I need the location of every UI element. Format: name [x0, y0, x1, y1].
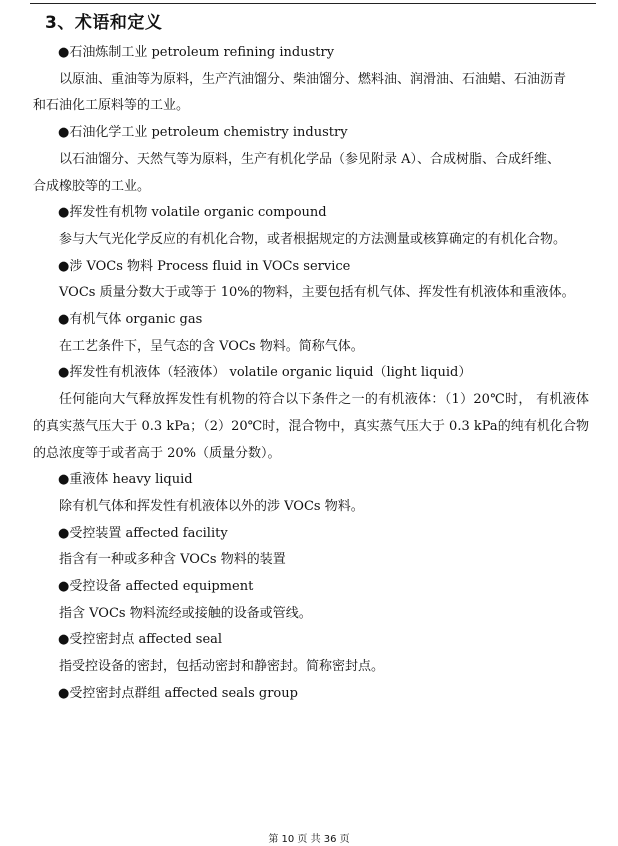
definitions-body [33, 40, 589, 708]
term-heavy-liquid: ●重液体 heavy liquid [58, 472, 193, 488]
term-affected-facility: ●受控装置 affected facility [58, 525, 228, 541]
definition-text: 以石油馏分、天然气等为原料，生产有机化学品（参见附录 A）、合成树脂、合成纤维、 [59, 151, 561, 167]
term-affected-equipment: ●受控设备 affected equipment [58, 579, 254, 595]
term-volatile-organic-liquid: ●挥发性有机液体（轻液体） volatile organic liquid（light liquid） [58, 365, 472, 381]
term-petroleum-chemistry: ●石油化学工业 petroleum chemistry industry [58, 125, 348, 141]
section-heading: 3、术语和定义 [45, 13, 163, 33]
top-rule [30, 3, 596, 4]
term-organic-gas: ●有机气体 organic gas [58, 312, 203, 328]
term-voc-process-fluid: ●涉 VOCs 物料 Process fluid in VOCs service [58, 258, 351, 274]
term-affected-seal: ●受控密封点 affected seal [58, 632, 223, 648]
definition-text: 指受控设备的密封，包括动密封和静密封。简称密封点。 [59, 659, 385, 675]
definition-text: 指含 VOCs 物料流经或接触的设备或管线。 [59, 605, 312, 621]
definition-text: 参与大气光化学反应的有机化合物，或者根据规定的方法测量或核算确定的有机化合物。 [59, 231, 567, 247]
definition-text: 和石油化工原料等的工业。 [33, 98, 190, 114]
page-number: 第 10 页 共 36 页 [268, 834, 350, 845]
definition-text: VOCs 质量分数大于或等于 10%的物料，主要包括有机气体、挥发性有机液体和重液体。 [59, 285, 575, 301]
definition-text: 以原油、重油等为原料，生产汽油馏分、柴油馏分、燃料油、润滑油、石油蜡、石油沥青 [59, 71, 567, 87]
definition-text: 合成橡胶等的工业。 [33, 178, 151, 194]
definition-text: 除有机气体和挥发性有机液体以外的涉 VOCs 物料。 [59, 498, 364, 514]
definition-text: 指含有一种或多种含 VOCs 物料的装置 [59, 552, 286, 568]
definition-text: 任何能向大气释放挥发性有机物的符合以下条件之一的有机液体：（1）20℃时， 有机液体的真实蒸气压大于 0.3 kPa；（2）20℃时，混合物中，真实蒸气压大于 0.3 kPa的纯有机化合物的总浓度等于或者高于 20%（质量分数）。 [33, 392, 589, 461]
term-affected-seals-group: ●受控密封点群组 affected seals group [58, 685, 298, 701]
term-petroleum-refining: ●石油炼制工业 petroleum refining industry [58, 45, 335, 60]
definition-text: 在工艺条件下，呈气态的含 VOCs 物料。简称气体。 [59, 338, 364, 354]
term-voc: ●挥发性有机物 volatile organic compound [58, 205, 327, 221]
